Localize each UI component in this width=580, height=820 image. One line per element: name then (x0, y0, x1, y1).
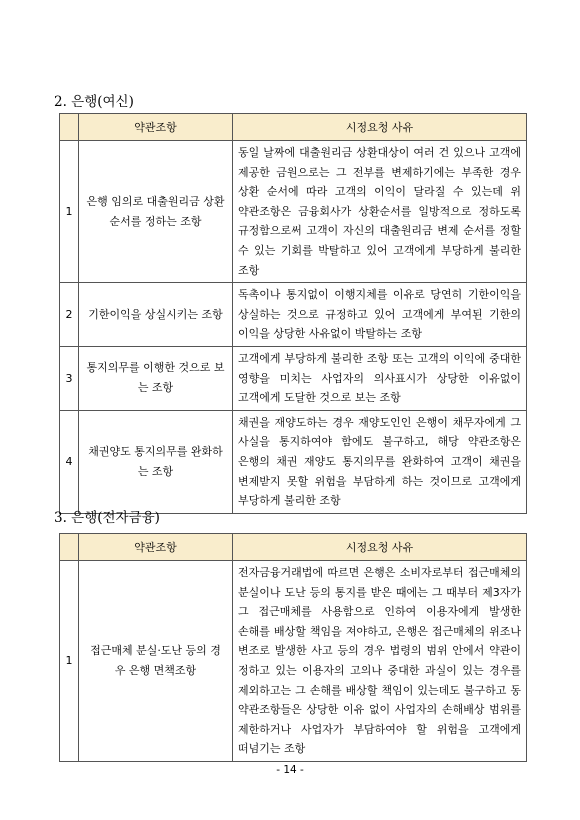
row-number: 3 (60, 346, 79, 410)
reason-cell: 고객에게 부당하게 불리한 조항 또는 고객의 이익에 중대한 영향을 미치는 사업자의 의사표시가 상당한 이유없이 고객에게 도달한 것으로 보는 조항 (233, 346, 527, 410)
section-title-e-banking: 3. 은행(전자금융) (54, 510, 160, 526)
row-number: 4 (60, 410, 79, 513)
table-row (60, 283, 527, 347)
table-row (60, 410, 527, 513)
reason-cell: 독촉이나 통지없이 이행지체를 이유로 당연히 기한이익을 상실하는 것으로 규정하고 있어 고객에게 부여된 기한의 이익을 상당한 사유없이 박탈하는 조항 (233, 283, 527, 347)
header-num (60, 534, 79, 561)
e-banking-clause-table (59, 533, 527, 762)
section-title-loan: 2. 은행(여신) (54, 94, 134, 110)
clause-cell: 은행 임의로 대출원리금 상환순서를 정하는 조항 (79, 141, 233, 283)
header-reason: 시정요청 사유 (233, 534, 527, 561)
page-number: - 14 - (276, 764, 304, 776)
clause-cell: 기한이익을 상실시키는 조항 (79, 283, 233, 347)
row-number: 2 (60, 283, 79, 347)
header-reason: 시정요청 사유 (233, 114, 527, 141)
table-row (60, 561, 527, 762)
table-row (60, 346, 527, 410)
table-header-row (60, 534, 527, 561)
loan-clause-table (59, 113, 527, 514)
header-num (60, 114, 79, 141)
table-header-row (60, 114, 527, 141)
header-clause: 약관조항 (79, 114, 233, 141)
header-clause: 약관조항 (79, 534, 233, 561)
clause-cell: 접근매체 분실·도난 등의 경우 은행 면책조항 (79, 561, 233, 762)
row-number: 1 (60, 141, 79, 283)
clause-cell: 채권양도 통지의무를 완화하는 조항 (79, 410, 233, 513)
reason-cell: 채권을 재양도하는 경우 재양도인인 은행이 채무자에게 그 사실을 통지하여야 함에도 불구하고, 해당 약관조항은 은행의 채권 재양도 통지의무를 완화하여 고객이 채권을 변제받지 못할 위험을 부담하게 하는 것이므로 고객에게 부당하게 불리한 조항 (233, 410, 527, 513)
table-row (60, 141, 527, 283)
row-number: 1 (60, 561, 79, 762)
reason-cell: 동일 날짜에 대출원리금 상환대상이 여러 건 있으나 고객에 제공한 금원으로는 그 전부를 변제하기에는 부족한 경우 상환 순서에 따라 고객의 이익이 달라질 수 있는데 위 약관조항은 금융회사가 상환순서를 일방적으로 정하도록 규정함으로써 고객이 자신의 대출원리금 변제 순서를 정할 수 있는 기회를 박탈하고 있어 고객에게 부당하게 불리한 조항 (233, 141, 527, 283)
reason-cell: 전자금융거래법에 따르면 은행은 소비자로부터 접근매체의 분실이나 도난 등의 통지를 받은 때에는 그 때부터 제3자가 그 접근매체를 사용함으로 인하여 이용자에게 발생한 손해를 배상할 책임을 져야하고, 은행은 접근매체의 위조나 변조로 발생한 사고 등의 경우 법령의 범위 안에서 약관이 정하고 있는 이용자의 고의나 중대한 과실이 있는 경우를 제외하고는 그 손해를 배상할 책임이 있는데도 불구하고 동 약관조항들은 상당한 이유 없이 사업자의 손해배상 범위를 제한하거나 사업자가 부담하여야 할 위험을 고객에게 떠넘기는 조항 (233, 561, 527, 762)
clause-cell: 통지의무를 이행한 것으로 보는 조항 (79, 346, 233, 410)
